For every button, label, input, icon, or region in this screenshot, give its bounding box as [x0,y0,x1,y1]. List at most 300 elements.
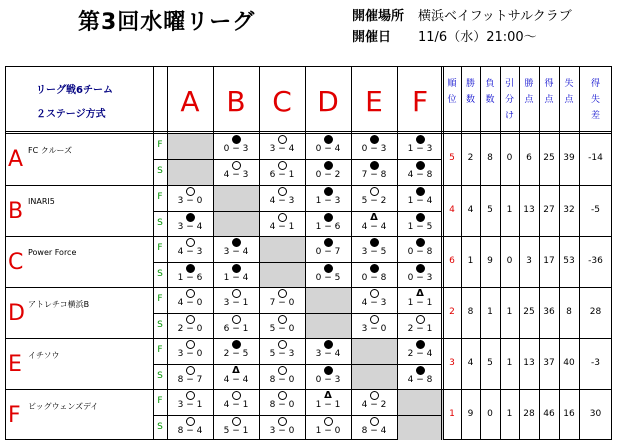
grid-line [305,67,306,440]
match-result [351,417,397,436]
grid-line [6,185,612,186]
grid-line [6,287,612,288]
match-result [305,238,351,257]
loss-mark-icon [416,315,425,324]
stat-value: 5 [487,357,493,368]
row-team-name: INARI5 [28,197,55,206]
stat-value: 37 [543,357,555,368]
match-result [213,366,259,385]
win-mark-icon [232,340,241,349]
match-result [167,213,213,232]
match-result [397,289,443,308]
match-result [213,315,259,334]
match-result [213,289,259,308]
match-result [259,391,305,410]
score-text: 3 − 0 [269,425,295,436]
match-result [305,161,351,180]
match-result [351,135,397,154]
win-mark-icon [186,264,195,273]
score-text: 2 − 0 [177,323,203,334]
stat-value: 8 [487,153,493,163]
match-result [351,315,397,334]
match-result [351,161,397,180]
win-mark-icon [232,135,241,144]
stat-header: 勝 数 [465,79,475,105]
match-result [397,213,443,232]
loss-mark-icon [232,315,241,324]
loss-mark-icon [278,340,287,349]
grid-line [167,67,168,440]
column-header-c: C [272,85,292,118]
row-team-name: アトレチコ横浜B [28,300,90,309]
score-text: 3 − 5 [361,247,387,257]
score-text: 1 − 3 [407,144,433,154]
stage-label: F [157,345,163,355]
stat-value: 1 [449,408,455,419]
match-result [259,135,305,154]
match-result [397,161,443,180]
match-result [167,315,213,334]
stat-value: 1 [506,408,513,419]
grid-line [6,131,612,132]
column-header-e: E [365,85,383,118]
win-mark-icon [416,238,425,247]
score-text: 4 − 3 [177,247,203,257]
stat-value: 0 [506,153,513,163]
score-text: 3 − 4 [223,247,249,257]
grid-line [153,262,441,263]
score-text: 5 − 3 [269,349,295,359]
loss-mark-icon [278,187,287,196]
row-team-letter: F [8,403,21,428]
match-result [397,135,443,154]
win-mark-icon [416,264,425,273]
stat-value: -14 [588,153,603,163]
score-text: 8 − 4 [177,425,203,436]
grid-line [397,67,398,440]
stat-value: 6 [526,153,532,163]
column-header-a: A [180,85,200,118]
match-result [351,187,397,206]
stat-value: 9 [467,408,474,419]
match-result [259,366,305,385]
stat-value: 5 [487,204,493,215]
score-text: 0 − 5 [315,272,341,283]
win-mark-icon [416,366,425,375]
stat-value: 1 [467,255,474,266]
match-result [351,264,397,283]
stat-value: 39 [563,153,575,163]
stat-value: 28 [523,408,535,419]
column-header-d: D [317,85,339,118]
row-team-letter: E [8,352,22,377]
row-team-letter: D [8,301,25,326]
match-result [259,315,305,334]
match-result [305,366,351,385]
score-text: 4 − 2 [361,400,387,410]
stat-header: 失 点 [564,79,574,105]
score-text: 8 − 0 [269,374,295,385]
stat-value: 30 [589,408,602,419]
loss-mark-icon [324,417,333,426]
column-header-b: B [226,85,246,118]
row-team-name: イチソウ [28,351,60,360]
loss-mark-icon [278,135,287,144]
score-text: 5 − 2 [361,196,387,206]
match-result [213,238,259,257]
stat-value: 2 [467,153,474,163]
league-table [5,66,612,440]
win-mark-icon [232,264,241,273]
row-team-letter: B [8,199,24,224]
row-team-name: Power Force [28,248,77,257]
win-mark-icon [416,340,425,349]
score-text: 8 − 7 [177,374,203,385]
loss-mark-icon [370,289,379,298]
win-mark-icon [324,213,333,222]
match-result [167,417,213,436]
stat-value: 4 [467,204,474,215]
loss-mark-icon [186,417,195,426]
venue-label: 開催場所 [352,9,405,24]
match-result [351,289,397,308]
stat-value: 13 [523,204,535,215]
loss-mark-icon [186,187,195,196]
stat-value: 1 [506,357,513,368]
stat-header: 得 点 [544,79,554,105]
score-text: 1 − 4 [407,196,433,206]
score-text: 2 − 5 [223,349,249,359]
stage-label: S [157,217,163,228]
match-result [305,187,351,206]
stat-value: 1 [506,204,513,215]
grid-line [153,415,441,416]
match-result [305,135,351,154]
match-result [397,238,443,257]
loss-mark-icon [186,315,195,324]
loss-mark-icon [232,289,241,298]
stage-label: S [157,319,163,330]
win-mark-icon [186,213,195,222]
score-text: 4 − 8 [407,374,433,385]
win-mark-icon [416,135,425,144]
stage-label: F [157,192,163,202]
score-text: 3 − 4 [177,221,203,232]
score-text: 0 − 4 [315,144,341,154]
stat-header: 負 数 [485,79,495,105]
score-text: 8 − 4 [361,425,387,436]
match-result [397,264,443,283]
loss-mark-icon [370,417,379,426]
grid-line [519,67,520,440]
grid-line [351,67,352,440]
win-mark-icon [416,187,425,196]
date-label: 開催日 [352,30,392,45]
loss-mark-icon [232,417,241,426]
score-text: 3 − 0 [361,323,387,334]
match-result [213,161,259,180]
score-text: 4 − 3 [223,170,249,180]
win-mark-icon [324,161,333,170]
grid-line [480,67,481,440]
score-text: 0 − 7 [315,247,341,257]
score-text: 3 − 1 [177,400,203,410]
stage-label: S [157,166,163,176]
score-text: 3 − 1 [223,298,249,308]
stat-value: 36 [543,306,555,317]
match-result [259,289,305,308]
stage-label: F [157,243,163,253]
score-text: 1 − 5 [407,221,433,232]
win-mark-icon [324,340,333,349]
grid-line [153,159,441,160]
match-result [167,238,213,257]
grid-line [500,67,501,440]
score-text: 0 − 3 [223,144,249,154]
column-header-f: F [411,85,429,118]
win-mark-icon [416,213,425,222]
grid-line [153,211,441,212]
match-result [305,213,351,232]
match-result [397,315,443,334]
page-title: 第3回水曜リーグ [78,10,256,35]
score-text: 4 − 4 [223,374,249,385]
stat-value: -36 [588,255,603,266]
loss-mark-icon [186,366,195,375]
grid-line [6,133,612,134]
match-result [397,366,443,385]
score-text: 0 − 3 [361,144,387,154]
league-format-line2: ２ステージ方式 [36,109,106,120]
score-text: 7 − 8 [361,170,387,180]
grid-line [461,67,462,440]
grid-line [213,67,214,440]
stat-header: 順 位 [447,79,457,105]
stat-value: 46 [543,408,555,419]
stage-label: S [157,421,163,432]
score-text: 8 − 0 [269,400,295,410]
row-team-name: FC クルーズ [28,146,73,155]
league-format-line1: リーグ戦6チーム [36,85,113,96]
loss-mark-icon [370,315,379,324]
stat-value: -3 [591,357,600,368]
win-mark-icon [370,135,379,144]
win-mark-icon [416,161,425,170]
score-text: 4 − 4 [361,221,387,232]
match-result [259,161,305,180]
stat-value: 8 [566,306,572,317]
match-result [305,391,351,410]
stat-value: 13 [523,357,535,368]
stage-label: S [157,268,163,279]
match-result [305,340,351,359]
match-result [351,213,397,232]
stat-value: 5 [449,153,455,163]
match-result [167,340,213,359]
score-text: 0 − 3 [407,272,433,283]
loss-mark-icon [232,391,241,400]
score-text: 4 − 1 [269,221,295,232]
stage-label: F [157,294,163,304]
grid-line [6,389,612,390]
stat-value: 9 [487,255,493,266]
score-text: 1 − 1 [407,298,433,308]
loss-mark-icon [278,391,287,400]
grid-line [153,364,441,365]
score-text: 2 − 1 [407,323,433,334]
loss-mark-icon [370,391,379,400]
loss-mark-icon [278,417,287,426]
draw-mark-icon: Δ [370,211,378,223]
grid-line [441,67,442,440]
row-team-name: ビッグウェンズデイ [28,402,99,411]
match-result [259,213,305,232]
venue-value: 横浜ベイフットサルクラブ [418,9,572,24]
match-result [397,187,443,206]
stat-value: 0 [506,255,513,266]
score-text: 5 − 1 [223,425,249,436]
match-result [259,187,305,206]
score-text: 4 − 1 [223,400,249,410]
win-mark-icon [324,264,333,273]
grid-line [579,67,580,440]
match-result [351,391,397,410]
match-result [213,264,259,283]
stat-value: 3 [526,255,532,266]
stat-value: -5 [591,204,600,215]
stat-value: 1 [487,306,493,317]
grid-line [153,67,154,440]
stat-value: 27 [543,204,555,215]
score-text: 0 − 3 [315,374,341,385]
match-result [305,417,351,436]
loss-mark-icon [370,187,379,196]
match-result [259,417,305,436]
match-result [305,264,351,283]
loss-mark-icon [278,315,287,324]
score-text: 1 − 0 [315,425,341,436]
score-text: 4 − 8 [407,170,433,180]
stat-value: 25 [523,306,535,317]
score-text: 3 − 0 [177,196,203,206]
stat-header: 引 分 け [504,79,514,121]
win-mark-icon [232,238,241,247]
score-text: 1 − 1 [315,400,341,410]
loss-mark-icon [278,161,287,170]
grid-line [153,313,441,314]
score-text: 1 − 3 [315,196,341,206]
loss-mark-icon [232,161,241,170]
loss-mark-icon [278,213,287,222]
loss-mark-icon [278,289,287,298]
grid-line [6,338,612,339]
stat-value: 4 [467,357,474,368]
draw-mark-icon: Δ [232,364,240,376]
loss-mark-icon [186,391,195,400]
stat-value: 2 [449,306,455,317]
score-text: 6 − 1 [269,170,295,180]
draw-mark-icon: Δ [416,288,424,299]
date-value: 11/6（水）21:00〜 [418,30,537,45]
stat-value: 6 [449,255,455,266]
score-text: 4 − 0 [177,298,203,308]
score-text: 3 − 0 [177,349,203,359]
match-result [213,391,259,410]
stat-value: 40 [563,357,575,368]
win-mark-icon [370,238,379,247]
win-mark-icon [324,366,333,375]
grid-line [539,67,540,440]
stat-value: 1 [506,306,513,317]
grid-line [6,236,612,237]
win-mark-icon [370,161,379,170]
stat-header: 得 失 差 [590,79,600,121]
score-text: 2 − 4 [407,349,433,359]
score-text: 4 − 3 [269,196,295,206]
grid-line [259,67,260,440]
stat-value: 28 [589,306,602,317]
score-text: 0 − 2 [315,170,341,180]
loss-mark-icon [278,366,287,375]
match-result [167,391,213,410]
score-text: 5 − 0 [269,323,295,334]
win-mark-icon [324,187,333,196]
match-result [167,366,213,385]
stat-value: 8 [467,306,474,317]
stat-value: 17 [543,255,555,266]
stat-value: 32 [563,204,575,215]
match-result [259,340,305,359]
stat-value: 4 [449,204,455,215]
match-result [351,238,397,257]
match-result [167,289,213,308]
row-team-letter: C [8,250,24,275]
stat-header: 勝 点 [524,79,534,105]
match-result [213,340,259,359]
loss-mark-icon [186,340,195,349]
loss-mark-icon [186,238,195,247]
score-text: 7 − 0 [269,298,295,308]
stage-label: F [157,140,163,150]
stat-value: 16 [563,408,575,419]
score-text: 3 − 4 [269,144,295,154]
score-text: 6 − 1 [223,323,249,334]
stat-value: 53 [563,255,575,266]
row-team-letter: A [8,147,24,172]
stage-label: S [157,370,163,381]
win-mark-icon [324,135,333,144]
stat-value: 25 [543,153,555,163]
match-result [397,340,443,359]
grid-line [559,67,560,440]
win-mark-icon [324,238,333,247]
match-result [167,264,213,283]
stat-value: 0 [487,408,493,419]
match-result [213,135,259,154]
score-text: 4 − 3 [361,298,387,308]
draw-mark-icon: Δ [324,390,332,401]
score-text: 1 − 6 [315,221,341,232]
grid-line [443,67,444,440]
score-text: 1 − 4 [223,272,249,283]
win-mark-icon [370,264,379,273]
score-text: 0 − 8 [407,247,433,257]
score-text: 3 − 4 [315,349,341,359]
stage-label: F [157,396,163,406]
match-result [167,187,213,206]
score-text: 0 − 8 [361,272,387,283]
stat-value: 3 [449,357,455,368]
